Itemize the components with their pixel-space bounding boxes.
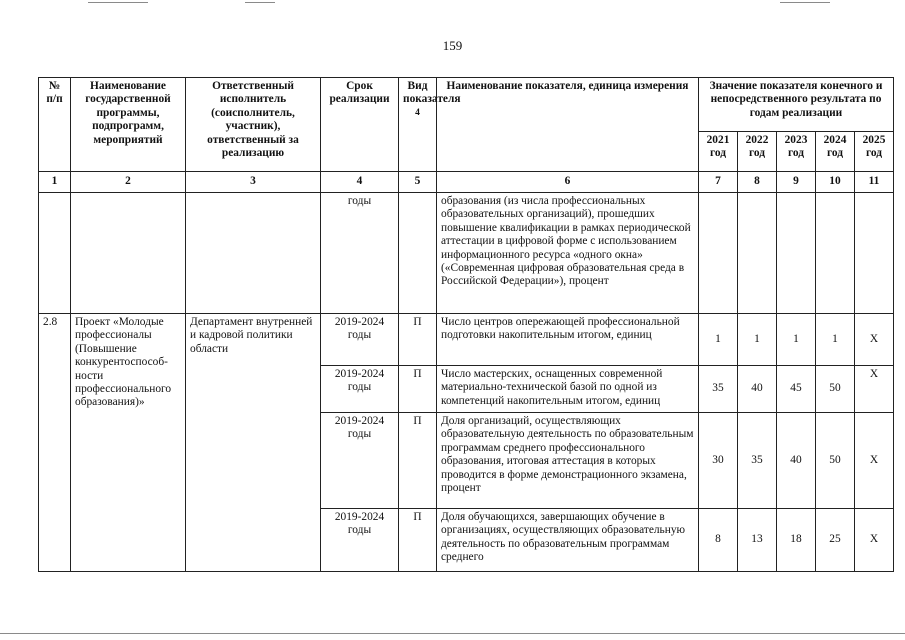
row3-value-2025: Х [855, 413, 894, 509]
cont-num [39, 193, 71, 314]
row4-value-2024: 25 [816, 509, 855, 572]
row4-kind: П [399, 509, 437, 572]
row2-value-2024: 50 [816, 366, 855, 413]
header-year-2023: 2023 год [777, 132, 816, 172]
cont-program [71, 193, 186, 314]
project-executor: Департамент внутренней и кадровой политики области [186, 314, 321, 572]
header-kind [399, 78, 461, 172]
row2-value-2023: 45 [777, 366, 816, 413]
row1-value-2024: 1 [816, 314, 855, 366]
col-num-7: 7 [699, 172, 738, 193]
cont-v1 [699, 193, 738, 314]
col-num-6: 6 [437, 172, 699, 193]
col-num-4: 4 [321, 172, 399, 193]
header-program: Наименование государственной программы, подпрограмм, мероприятий [71, 78, 186, 172]
col-num-3: 3 [186, 172, 321, 193]
row2-kind: П [399, 366, 437, 413]
col-num-10: 10 [816, 172, 855, 193]
cont-indicator: образования (из числа профессиональных образовательных организаций), прошедших повышение квалификации в рамках периодической аттестации в цифровой форме с использованием информационного ресурса «одного окна» («Современная цифровая образовательная среда в Российской Федерации»), процент [437, 193, 699, 314]
row2-value-2025: Х [855, 366, 894, 413]
column-number-row [39, 172, 894, 193]
row4-term: 2019-2024 годы [321, 509, 399, 572]
col-num-8: 8 [738, 172, 777, 193]
cont-kind [399, 193, 437, 314]
top-rule-3 [780, 2, 830, 3]
cont-term: годы [321, 193, 399, 314]
project-num: 2.8 [39, 314, 71, 572]
col-num-5: 5 [399, 172, 437, 193]
row3-value-2023: 40 [777, 413, 816, 509]
cont-v4 [816, 193, 855, 314]
header-values-group: Значение показателя конечного и непосредственного результата по годам реализации [699, 78, 894, 132]
project-row-1 [39, 314, 894, 366]
row2-indicator: Число мастерских, оснащенных современной материально-технической базой по одной из компетенций накопительным итогом, единиц [437, 366, 699, 413]
header-kind-sup: 4 [415, 107, 420, 118]
project-name: Проект «Молодые профессионалы (Повышение конкурентоспособ-ности профессионального образования)» [71, 314, 186, 572]
row1-value-2022: 1 [738, 314, 777, 366]
row1-indicator: Число центров опережающей профессиональной подготовки накопительным итогом, единиц [437, 314, 699, 366]
cont-v2 [738, 193, 777, 314]
indicators-table [38, 77, 894, 572]
header-year-2022: 2022 год [738, 132, 777, 172]
row1-value-2025: Х [855, 314, 894, 366]
row1-kind: П [399, 314, 437, 366]
header-kind-text: Вид показателя [403, 80, 461, 106]
continuation-row [39, 193, 894, 314]
bottom-rule [0, 633, 905, 634]
row4-value-2021: 8 [699, 509, 738, 572]
row3-value-2021: 30 [699, 413, 738, 509]
col-num-1: 1 [39, 172, 71, 193]
row3-indicator: Доля организаций, осуществляющих образовательную деятельность по образовательным программам среднего профессионального образования, итоговая аттестация в которых проводится в форме демонстрационного экзамена, процент [437, 413, 699, 509]
row3-value-2024: 50 [816, 413, 855, 509]
header-year-2025: 2025 год [855, 132, 894, 172]
row4-indicator: Доля обучающихся, завершающих обучение в организациях, осуществляющих образовательную деятельность по образовательным программам среднего [437, 509, 699, 572]
header-term: Срок реализации [321, 78, 399, 172]
row3-term: 2019-2024 годы [321, 413, 399, 509]
row3-kind: П [399, 413, 437, 509]
row2-value-2021: 35 [699, 366, 738, 413]
header-year-2021: 2021 год [699, 132, 738, 172]
row3-value-2022: 35 [738, 413, 777, 509]
row2-term: 2019-2024 годы [321, 366, 399, 413]
cont-v3 [777, 193, 816, 314]
header-year-2024: 2024 год [816, 132, 855, 172]
top-rule-2 [245, 2, 275, 3]
cont-executor [186, 193, 321, 314]
header-executor: Ответственный исполнитель (соисполнитель, участник), ответственный за реализацию [186, 78, 321, 172]
col-num-9: 9 [777, 172, 816, 193]
page-number: 159 [442, 38, 463, 53]
header-indicator: Наименование показателя, единица измерения [437, 78, 699, 172]
top-rule-1 [88, 2, 148, 3]
row4-value-2025: Х [855, 509, 894, 572]
row1-value-2023: 1 [777, 314, 816, 366]
cont-v5 [855, 193, 894, 314]
col-num-2: 2 [71, 172, 186, 193]
row2-value-2022: 40 [738, 366, 777, 413]
header-num: № п/п [39, 78, 71, 172]
row1-term: 2019-2024 годы [321, 314, 399, 366]
col-num-11: 11 [855, 172, 894, 193]
row1-value-2021: 1 [699, 314, 738, 366]
row4-value-2022: 13 [738, 509, 777, 572]
row4-value-2023: 18 [777, 509, 816, 572]
